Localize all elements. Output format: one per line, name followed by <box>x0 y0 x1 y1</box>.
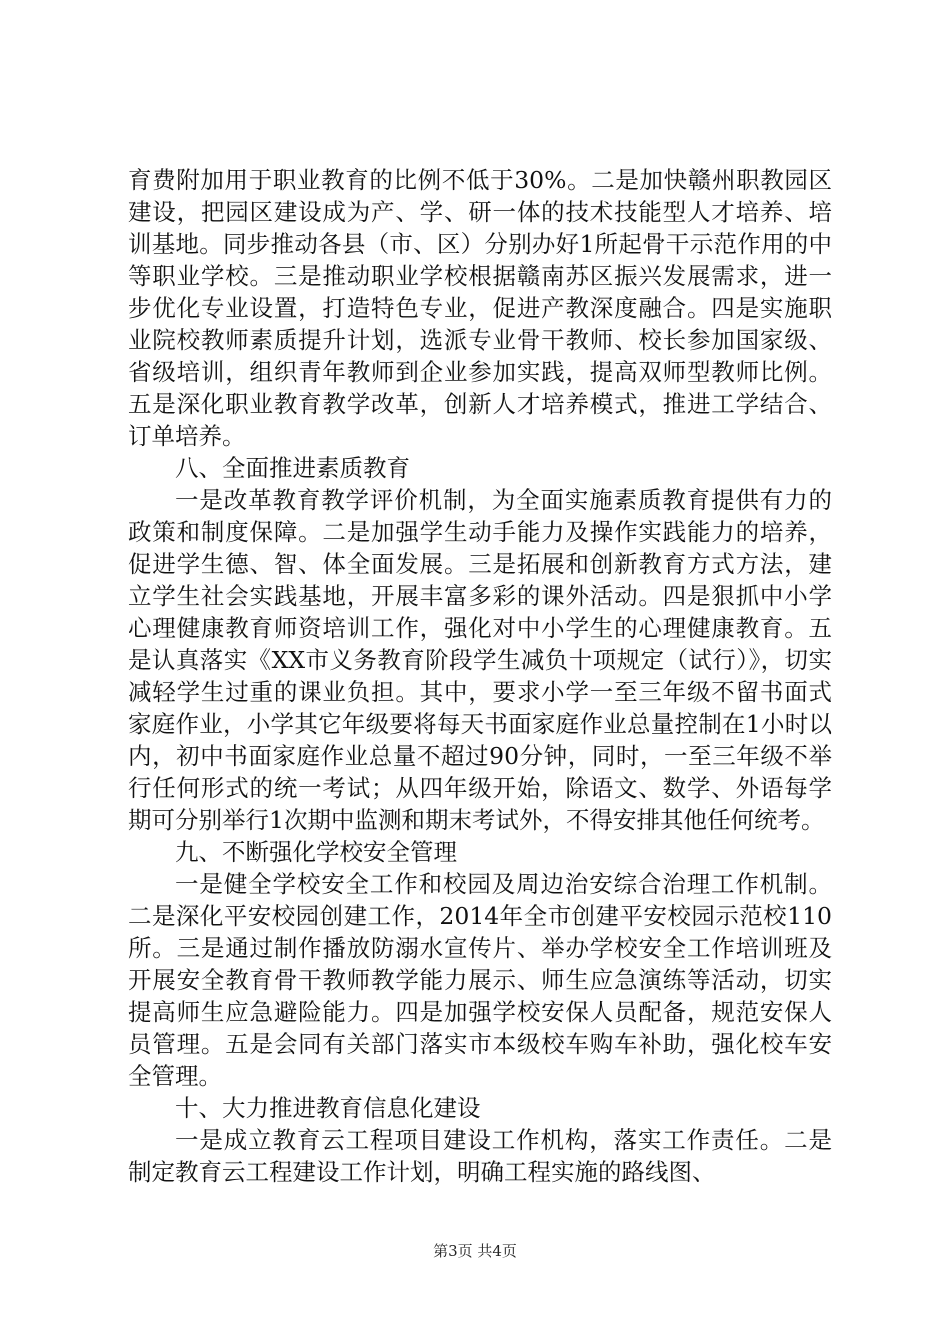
page-number-footer: 第3页 共4页 <box>433 1242 517 1260</box>
section-heading-informatization: 十、大力推进教育信息化建设 <box>175 1094 481 1122</box>
section-heading-school-safety: 九、不断强化学校安全管理 <box>175 838 457 866</box>
section-heading-quality-education: 八、全面推进素质教育 <box>175 454 410 482</box>
paragraph-vocational-continuation: 育费附加用于职业教育的比例不低于30%。二是加快赣州职教园区建设，把园区建设成为产、学、研一体的技术技能型人才培养、培训基地。同步推动各县（市、区）分别办好1所起骨干示范作用的中等职业学校。三是推动职业学校根据赣南苏区振兴发展需求，进一步优化专业设置，打造特色专业，促进产教深度融合。四是实施职业院校教师素质提升计划，选派专业骨干教师、校长参加国家级、省级培训，组织青年教师到企业参加实践，提高双师型教师比例。五是深化职业教育教学改革，创新人才培养模式，推进工学结合、订单培养。 <box>128 166 832 450</box>
paragraph-informatization: 一是成立教育云工程项目建设工作机构，落实工作责任。二是制定教育云工程建设工作计划，明确工程实施的路线图、 <box>128 1126 832 1186</box>
paragraph-quality-education: 一是改革教育教学评价机制，为全面实施素质教育提供有力的政策和制度保障。二是加强学生动手能力及操作实践能力的培养，促进学生德、智、体全面发展。三是拓展和创新教育方式方法，建立学生社会实践基地，开展丰富多彩的课外活动。四是狠抓中小学心理健康教育师资培训工作，强化对中小学生的心理健康教育。五是认真落实《XX市义务教育阶段学生减负十项规定（试行）》，切实减轻学生过重的课业负担。其中，要求小学一至三年级不留书面式家庭作业，小学其它年级要将每天书面家庭作业总量控制在1小时以内，初中书面家庭作业总量不超过90分钟，同时，一至三年级不举行任何形式的统一考试；从四年级开始，除语文、数学、外语每学期可分别举行1次期中监测和期末考试外，不得安排其他任何统考。 <box>128 486 832 834</box>
document-body <box>128 164 832 1188</box>
paragraph-school-safety: 一是健全学校安全工作和校园及周边治安综合治理工作机制。二是深化平安校园创建工作，2014年全市创建平安校园示范校110所。三是通过制作播放防溺水宣传片、举办学校安全工作培训班及开展安全教育骨干教师教学能力展示、师生应急演练等活动，切实提高师生应急避险能力。四是加强学校安保人员配备，规范安保人员管理。五是会同有关部门落实市本级校车购车补助，强化校车安全管理。 <box>128 870 832 1090</box>
